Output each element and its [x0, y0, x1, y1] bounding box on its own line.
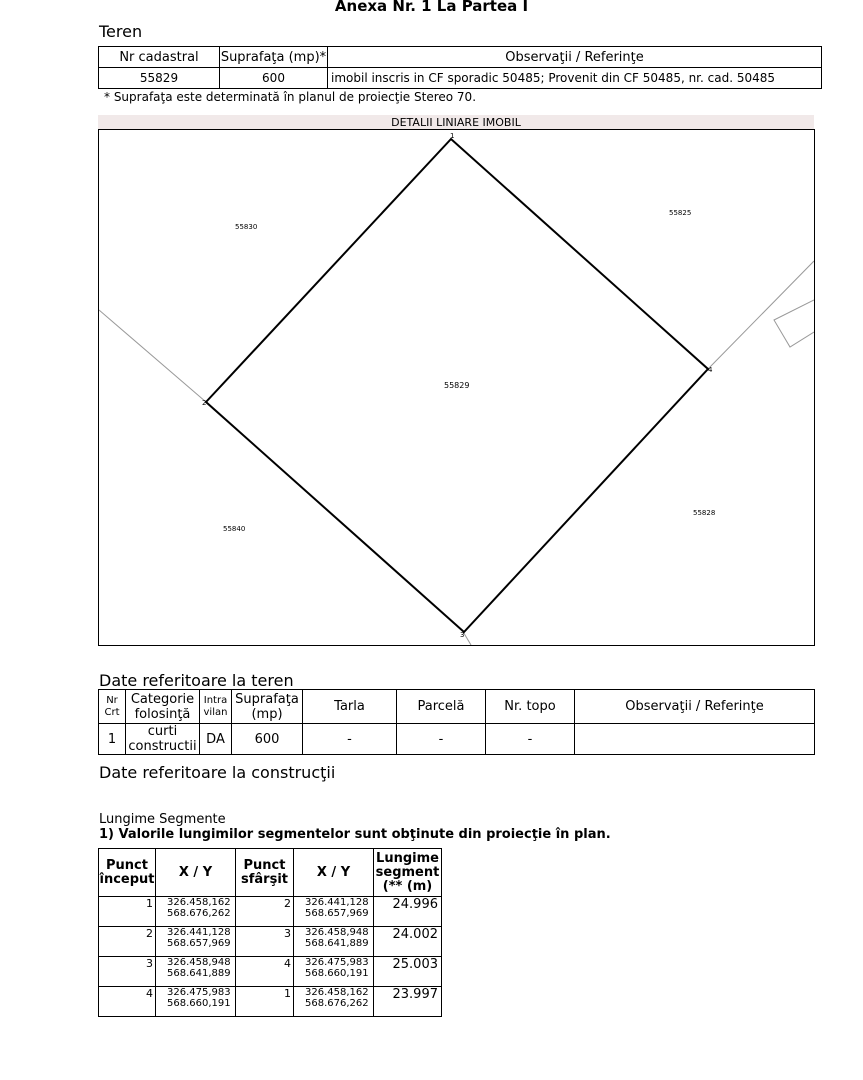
cell-length: 25.003 [374, 957, 442, 987]
coord-y: 568.657,969 [167, 938, 231, 949]
cell-suprafata: 600 [220, 68, 328, 89]
neighbor-label: 55825 [669, 209, 692, 217]
segmente-subheading: 1) Valorile lungimilor segmentelor sunt obţinute din proiecţie în plan. [99, 827, 611, 842]
cell-nr-crt: 1 [99, 724, 126, 755]
header-nr-cadastral: Nr cadastral [99, 47, 220, 68]
header-punct-sfarsit: Punct sfârşit [236, 849, 294, 897]
cell-end-point: 4 [236, 957, 294, 987]
coord-y: 568.641,889 [167, 968, 231, 979]
cell-tarla: - [303, 724, 397, 755]
header-xy-start: X / Y [156, 849, 236, 897]
header-nr-topo: Nr. topo [486, 690, 575, 724]
cell-nr-topo: - [486, 724, 575, 755]
point-label: 1 [450, 132, 455, 140]
coord-y: 568.641,889 [305, 938, 369, 949]
coord-y: 568.676,262 [167, 908, 231, 919]
coord-y: 568.676,262 [305, 998, 369, 1009]
coord-x: 326.475,983 [305, 957, 369, 968]
table-row [99, 957, 442, 987]
table-row [99, 724, 815, 755]
cell-start-xy [156, 957, 236, 987]
header-lungime: Lungime segment (** (m) [374, 849, 442, 897]
cell-suprafata: 600 [232, 724, 303, 755]
header-suprafata: Suprafaţa (mp)* [220, 47, 328, 68]
document-title: Anexa Nr. 1 La Partea I [334, 0, 529, 15]
table-row [99, 987, 442, 1017]
coord-x: 326.441,128 [305, 897, 369, 908]
parcel-label: 55829 [444, 381, 470, 390]
table-header-row [99, 47, 822, 68]
cell-categorie: curti constructii [126, 724, 200, 755]
date-teren-heading: Date referitoare la teren [99, 671, 294, 690]
point-label: 3 [460, 631, 465, 639]
neighbor-label: 55840 [223, 525, 246, 533]
coord-x: 326.458,162 [167, 897, 231, 908]
cell-observatii [575, 724, 815, 755]
segmente-heading: Lungime Segmente [99, 812, 226, 827]
header-xy-end: X / Y [294, 849, 374, 897]
parcel-plan-svg [99, 130, 814, 645]
neighbor-label: 55830 [235, 223, 258, 231]
header-observatii: Observaţii / Referinţe [575, 690, 815, 724]
header-observatii: Observaţii / Referinţe [328, 47, 822, 68]
cell-end-point: 1 [236, 987, 294, 1017]
cell-length: 23.997 [374, 987, 442, 1017]
point-label: 2 [202, 399, 207, 407]
cell-length: 24.002 [374, 927, 442, 957]
cell-nr-cadastral: 55829 [99, 68, 220, 89]
cell-start-xy [156, 987, 236, 1017]
table-row [99, 927, 442, 957]
parcel-plan [98, 129, 815, 646]
teren-table [98, 46, 822, 89]
cell-start-xy [156, 927, 236, 957]
cell-start-point: 4 [99, 987, 156, 1017]
coord-x: 326.475,983 [167, 987, 231, 998]
cell-start-point: 3 [99, 957, 156, 987]
date-teren-table [98, 689, 815, 755]
header-tarla: Tarla [303, 690, 397, 724]
cell-start-point: 1 [99, 897, 156, 927]
header-parcela: Parcelă [397, 690, 486, 724]
teren-note: * Suprafaţa este determinată în planul de proiecţie Stereo 70. [104, 90, 477, 104]
cell-end-xy [294, 987, 374, 1017]
coord-x: 326.458,948 [167, 957, 231, 968]
header-intravilan: Intra vilan [200, 690, 232, 724]
header-categorie: Categorie folosinţă [126, 690, 200, 724]
table-row [99, 68, 822, 89]
cell-intravilan: DA [200, 724, 232, 755]
cell-end-point: 2 [236, 897, 294, 927]
table-row [99, 897, 442, 927]
cell-end-point: 3 [236, 927, 294, 957]
table-header-row [99, 849, 442, 897]
cell-observatii: imobil inscris in CF sporadic 50485; Provenit din CF 50485, nr. cad. 50485 [328, 68, 822, 89]
cell-end-xy [294, 897, 374, 927]
neighbor-building [774, 300, 814, 347]
header-nr-crt: Nr Crt [99, 690, 126, 724]
cell-end-xy [294, 957, 374, 987]
table-header-row [99, 690, 815, 724]
neighbor-label: 55828 [693, 509, 716, 517]
coord-x: 326.458,162 [305, 987, 369, 998]
plan-heading: DETALII LINIARE IMOBIL [98, 115, 814, 129]
coord-y: 568.660,191 [167, 998, 231, 1009]
cell-start-point: 2 [99, 927, 156, 957]
date-constructii-heading: Date referitoare la construcţii [99, 763, 336, 782]
header-suprafata: Suprafaţa (mp) [232, 690, 303, 724]
neighbor-boundary-right [708, 261, 814, 369]
cell-length: 24.996 [374, 897, 442, 927]
coord-x: 326.441,128 [167, 927, 231, 938]
coord-x: 326.458,948 [305, 927, 369, 938]
coord-y: 568.660,191 [305, 968, 369, 979]
teren-heading: Teren [99, 22, 143, 41]
coord-y: 568.657,969 [305, 908, 369, 919]
cell-start-xy [156, 897, 236, 927]
cell-parcela: - [397, 724, 486, 755]
header-punct-inceput: Punct început [99, 849, 156, 897]
segmente-table [98, 848, 442, 1017]
point-label: 4 [708, 366, 713, 374]
cell-end-xy [294, 927, 374, 957]
neighbor-boundary-left [99, 310, 206, 402]
